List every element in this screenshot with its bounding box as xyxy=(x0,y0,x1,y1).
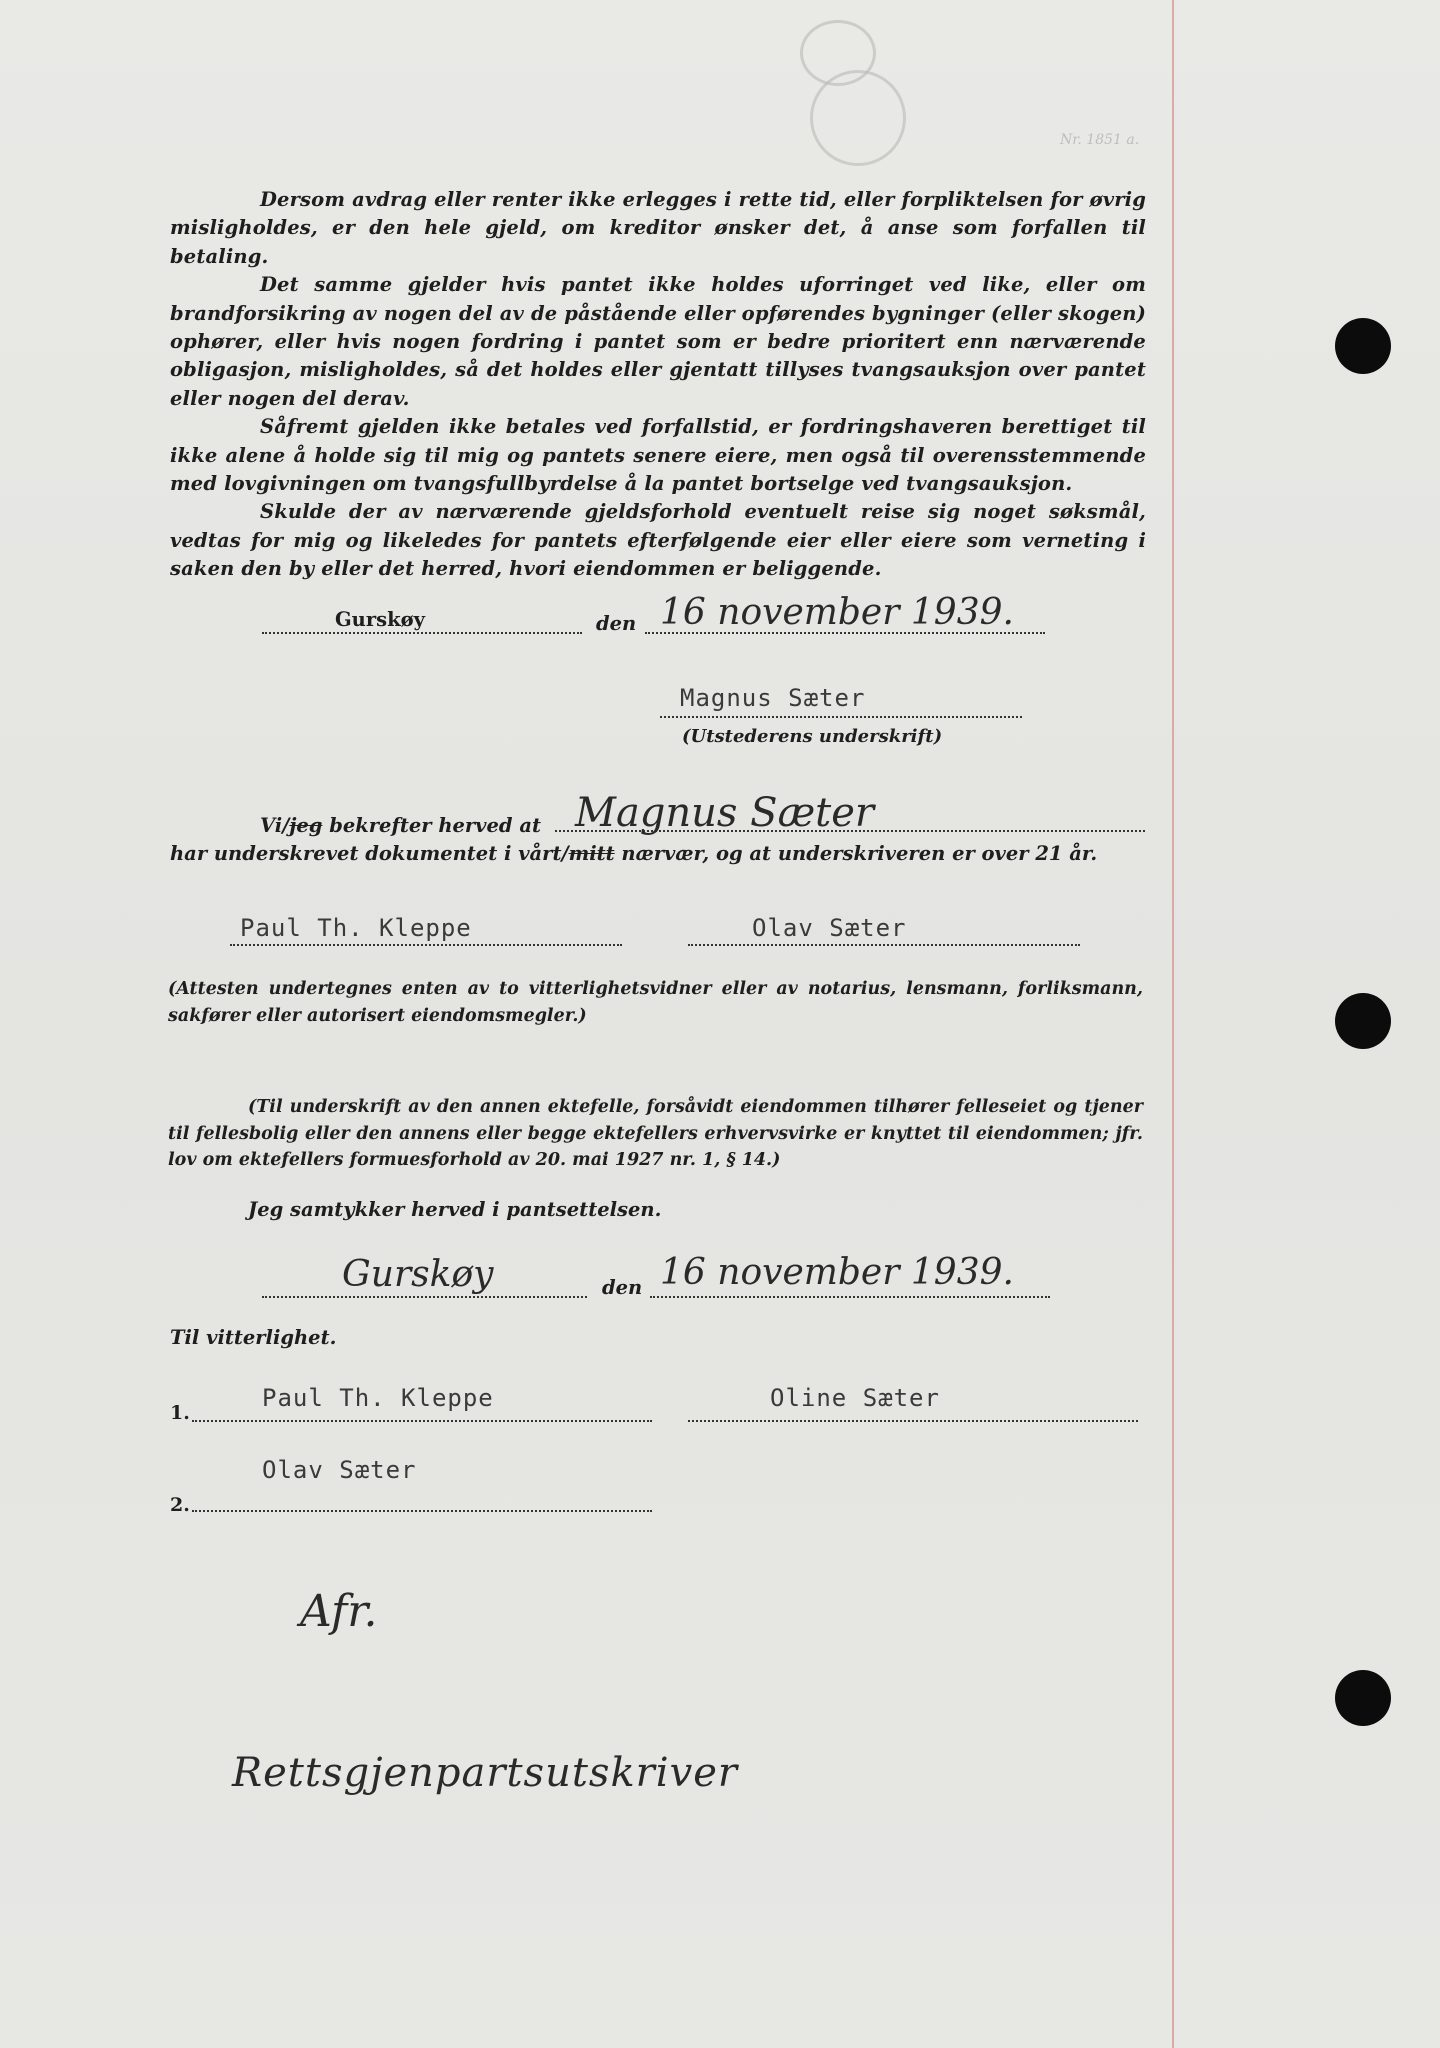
struck-jeg: jeg xyxy=(289,814,323,837)
den-label-2: den xyxy=(602,1276,643,1299)
confirmation-line-1 xyxy=(260,814,541,837)
witness-2-1-right-line xyxy=(688,1420,1138,1422)
witness-2-2-left-line xyxy=(192,1510,652,1512)
witness-1-left-line xyxy=(230,944,622,946)
witness-2-2-left: Olav Sæter xyxy=(262,1456,417,1484)
witness-2-1-left-line xyxy=(192,1420,652,1422)
struck-mitt: mitt xyxy=(568,842,615,865)
attest-note xyxy=(168,976,1143,1029)
spouse-note xyxy=(168,1094,1143,1174)
clause-insurance: Det samme gjelder hvis pantet ikke holdes uforringet ved like, eller om brandforsikring av nogen del av de påstående eller opførendes bygninger (eller skogen) ophører, eller hvis nogen fordring i pantet som er bedre prioritert enn nærværende obligasjon, misligholdes, så det holdes eller gjentatt tillyses tvangsauksjon over pantet eller nogen del derav. xyxy=(170,273,1146,410)
bleed-through-stamp xyxy=(810,70,906,166)
den-label-1: den xyxy=(596,612,637,635)
place-1: Gurskøy xyxy=(335,608,425,631)
consent-text: Jeg samtykker herved i pantsettelsen. xyxy=(248,1198,662,1221)
confirm-text: bekrefter herved at xyxy=(322,814,541,837)
place-line-2 xyxy=(262,1296,587,1298)
witness-1-right: Olav Sæter xyxy=(752,914,907,942)
issuer-caption: (Utstederens underskrift) xyxy=(682,726,943,747)
bleed-through-stamp-2 xyxy=(800,20,876,86)
til-vitterlighet: Til vitterlighet. xyxy=(170,1326,337,1349)
initials-handwritten: Afr. xyxy=(300,1586,378,1637)
witness-1-right-line xyxy=(688,944,1080,946)
witness-1-left: Paul Th. Kleppe xyxy=(240,914,472,942)
issuer-signature-line xyxy=(660,716,1022,718)
punch-hole-bottom xyxy=(1335,1670,1391,1726)
date-line-2 xyxy=(650,1296,1050,1298)
line2-end: nærvær, og at underskriveren er over 21 år. xyxy=(614,842,1098,865)
vi-prefix: Vi/ xyxy=(260,814,290,837)
date-2-handwritten: 16 november 1939. xyxy=(660,1252,1014,1293)
confirm-signature: Magnus Sæter xyxy=(575,790,875,836)
witness-2-num-1: 1. xyxy=(170,1402,190,1424)
clause-venue: Skulde der av nærværende gjeldsforhold eventuelt reise sig noget søksmål, vedtas for mig og likeledes for pantets efterfølgende eier eller eiere som verneting i saken den by eller det herred, hvori eiendommen er beliggende. xyxy=(170,500,1146,581)
witness-2-num-2: 2. xyxy=(170,1494,190,1516)
terms-clauses xyxy=(170,186,1146,584)
issuer-typed-name: Magnus Sæter xyxy=(680,684,866,712)
punch-hole-middle xyxy=(1335,993,1391,1049)
confirmation-line-2 xyxy=(170,842,1097,865)
line2-start: har underskrevet dokumentet i vårt/ xyxy=(170,842,569,865)
place-2-handwritten: Gurskøy xyxy=(342,1254,494,1295)
attest-note-text: (Attesten undertegnes enten av to vitterlighetsvidner eller av notarius, lensmann, forliksmann, sakfører eller autorisert eiendomsmegler.) xyxy=(168,979,1143,1026)
place-line-1 xyxy=(262,632,582,634)
witness-2-1-left: Paul Th. Kleppe xyxy=(262,1384,494,1412)
clause-default: Dersom avdrag eller renter ikke erlegges i rette tid, eller forpliktelsen for øvrig misligholdes, er den hele gjeld, om kreditor ønsker det, å anse som forfallen til betaling. xyxy=(170,188,1146,268)
margin-rule xyxy=(1172,0,1174,2048)
spouse-note-text: (Til underskrift av den annen ektefelle, forsåvidt eiendommen tilhører felleseiet og tjener til fellesbolig eller den annens eller begge ektefellers erhvervsvirke er knyttet til eiendommen; jfr. lov om ektefellers formuesforhold av 20. mai 1927 nr. 1, § 14.) xyxy=(168,1097,1143,1170)
date-1-handwritten: 16 november 1939. xyxy=(660,592,1014,633)
punch-hole-top xyxy=(1335,318,1391,374)
footer-handwritten: Rettsgjenpartsutskriver xyxy=(232,1750,738,1796)
witness-2-1-right: Oline Sæter xyxy=(770,1384,940,1412)
clause-enforcement: Såfremt gjelden ikke betales ved forfallstid, er fordringshaveren berettiget til ikke alene å holde sig til mig og pantets senere eiere, men også til overensstemmende med lovgivningen om tvangsfullbyrdelse å la pantet bortselge ved tvangsauksjon. xyxy=(170,415,1146,496)
form-number: Nr. 1851 a. xyxy=(1060,132,1140,148)
